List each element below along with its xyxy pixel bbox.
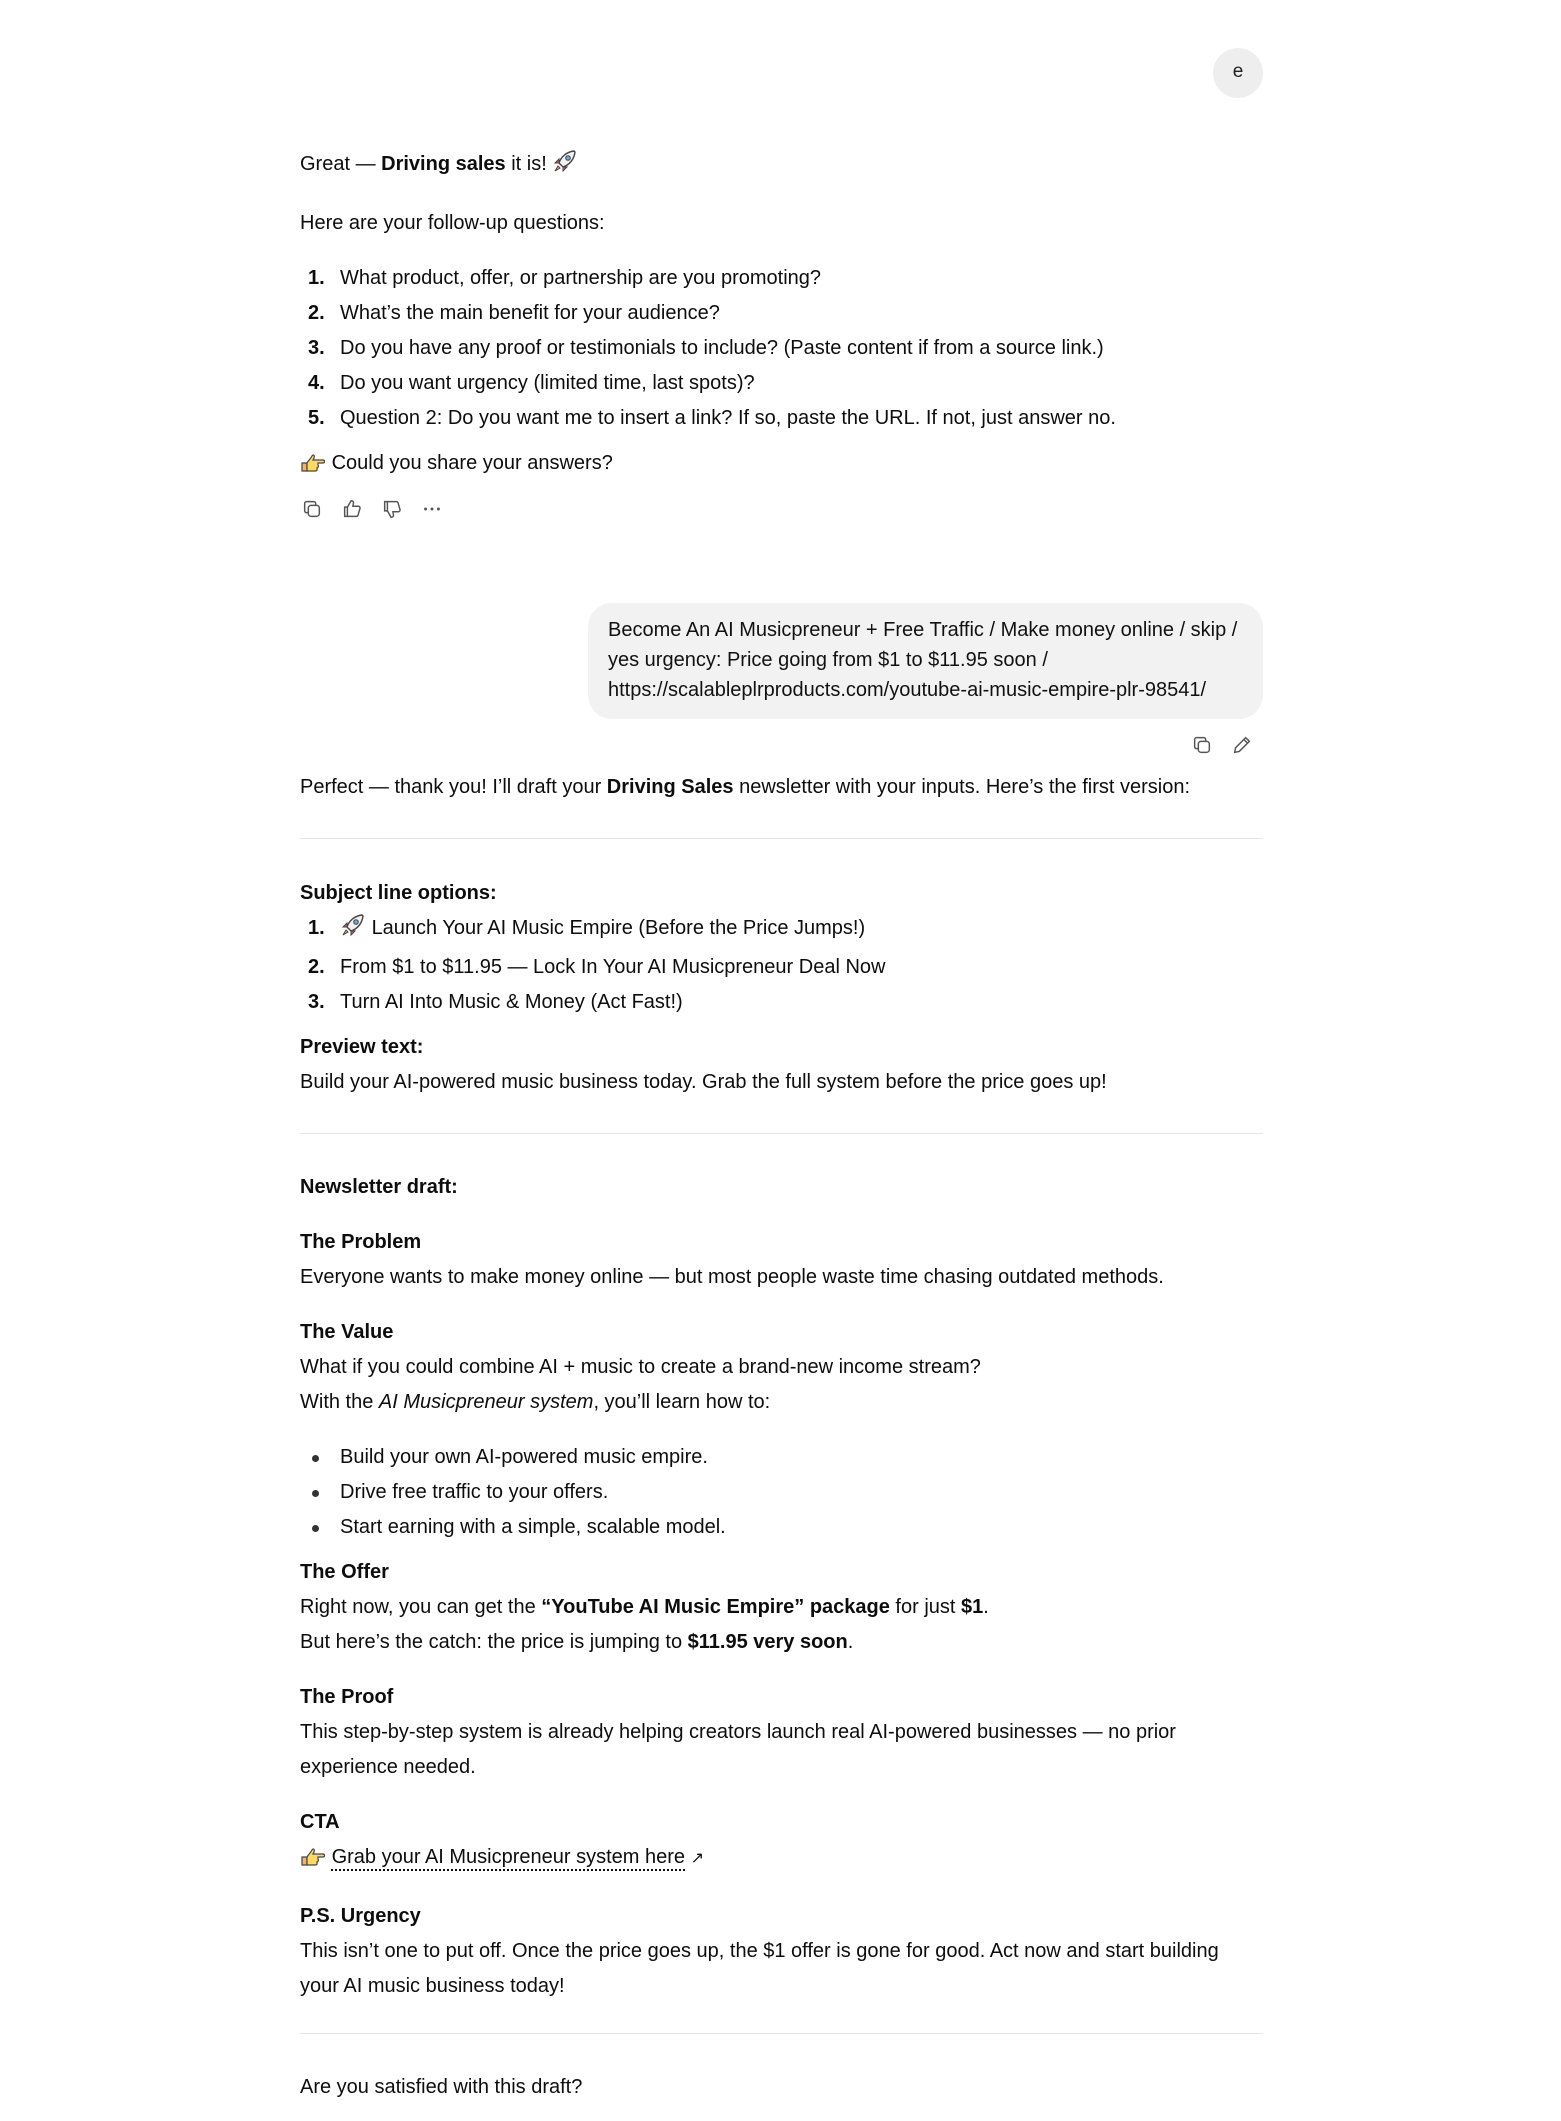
list-item: Drive free traffic to your offers. bbox=[300, 1475, 1263, 1510]
draft-heading: Newsletter draft: bbox=[300, 1176, 458, 1198]
preview-text: Build your AI-powered music business today. Grab the full system before the price goes up! bbox=[300, 1071, 1107, 1093]
list-item: 4. Do you want urgency (limited time, last spots)? bbox=[308, 372, 755, 394]
closing-question: Could you share your answers? bbox=[300, 446, 1263, 485]
cta-line bbox=[300, 1840, 1263, 1879]
list-item: 1. Launch Your AI Music Empire (Before the Price Jumps!) bbox=[300, 911, 1263, 950]
user-message-actions bbox=[1190, 733, 1254, 757]
rocket-icon bbox=[340, 912, 366, 950]
draft-intro: Perfect — thank you! I’ll draft your Driving Sales newsletter with your inputs. Here’s the first version: bbox=[300, 776, 1190, 798]
list-item: 3. Turn AI Into Music & Money (Act Fast!) bbox=[308, 991, 683, 1013]
more-options-icon[interactable] bbox=[420, 497, 444, 521]
offer-heading: The Offer bbox=[300, 1561, 389, 1583]
preview-heading: Preview text: bbox=[300, 1036, 424, 1058]
value-heading: The Value bbox=[300, 1321, 394, 1343]
pointing-hand-icon bbox=[300, 450, 326, 485]
user-message-bubble: Become An AI Musicpreneur + Free Traffic / Make money online / skip / yes urgency: Price going from $1 to $11.95 soon / https://scalableplrproducts.com/youtube-ai-music-empire-plr-98541/ bbox=[588, 603, 1263, 719]
list-item: 1. What product, offer, or partnership are you promoting? bbox=[308, 267, 822, 289]
list-item: 5. Question 2: Do you want me to insert a link? If so, paste the URL. If not, just answer no. bbox=[308, 407, 1116, 429]
subject-heading: Subject line options: bbox=[300, 882, 497, 904]
divider bbox=[300, 838, 1263, 839]
benefits-list bbox=[300, 1440, 1263, 1545]
copy-icon[interactable] bbox=[1190, 733, 1214, 757]
user-avatar[interactable]: e bbox=[1213, 48, 1263, 98]
edit-icon[interactable] bbox=[1230, 733, 1254, 757]
offer-text: Right now, you can get the “YouTube AI Music Empire” package for just $1. bbox=[300, 1596, 989, 1618]
ps-text-2: your AI music business today! bbox=[300, 1975, 565, 1997]
subject-list bbox=[300, 911, 1263, 1020]
assistant-message-2 bbox=[300, 770, 1263, 805]
proof-text-2: experience needed. bbox=[300, 1756, 476, 1778]
cta-link[interactable]: Grab your AI Musicpreneur system here bbox=[331, 1846, 686, 1868]
copy-icon[interactable] bbox=[300, 497, 324, 521]
divider bbox=[300, 2033, 1263, 2034]
pointing-hand-icon bbox=[300, 1844, 326, 1879]
problem-text: Everyone wants to make money online — but most people waste time chasing outdated methods. bbox=[300, 1266, 1164, 1288]
message-actions bbox=[300, 497, 1263, 521]
proof-text: This step-by-step system is already helping creators launch real AI-powered businesses — no prior bbox=[300, 1721, 1176, 1743]
thumbs-up-icon[interactable] bbox=[340, 497, 364, 521]
ps-heading: P.S. Urgency bbox=[300, 1905, 421, 1927]
list-item: 3. Do you have any proof or testimonials to include? (Paste content if from a source link.) bbox=[308, 337, 1104, 359]
thumbs-down-icon[interactable] bbox=[380, 497, 404, 521]
list-item: Start earning with a simple, scalable model. bbox=[300, 1510, 1263, 1545]
ps-text: This isn’t one to put off. Once the price goes up, the $1 offer is gone for good. Act now and start building bbox=[300, 1940, 1219, 1962]
final-question: Are you satisfied with this draft? bbox=[300, 2076, 583, 2098]
newsletter-draft bbox=[300, 1170, 1263, 2004]
cta-heading: CTA bbox=[300, 1811, 340, 1833]
value-text: What if you could combine AI + music to create a brand-new income stream? bbox=[300, 1356, 981, 1378]
offer-text-2: But here’s the catch: the price is jumping to $11.95 very soon. bbox=[300, 1631, 854, 1653]
external-link-icon: ↗ bbox=[690, 1850, 705, 1867]
questions-list bbox=[300, 261, 1263, 436]
problem-heading: The Problem bbox=[300, 1231, 422, 1253]
list-item: 2. What’s the main benefit for your audience? bbox=[308, 302, 720, 324]
assistant-message-1 bbox=[300, 147, 1263, 521]
rocket-icon bbox=[552, 148, 578, 186]
divider bbox=[300, 1133, 1263, 1134]
greeting: Great — Driving sales it is! bbox=[300, 147, 1263, 186]
questions-intro: Here are your follow-up questions: bbox=[300, 212, 605, 234]
proof-heading: The Proof bbox=[300, 1686, 394, 1708]
list-item: Build your own AI-powered music empire. bbox=[300, 1440, 1263, 1475]
value-text-2: With the AI Musicpreneur system, you’ll learn how to: bbox=[300, 1391, 771, 1413]
list-item: 2. From $1 to $11.95 — Lock In Your AI Musicpreneur Deal Now bbox=[308, 956, 886, 978]
subject-section bbox=[300, 876, 1263, 1100]
